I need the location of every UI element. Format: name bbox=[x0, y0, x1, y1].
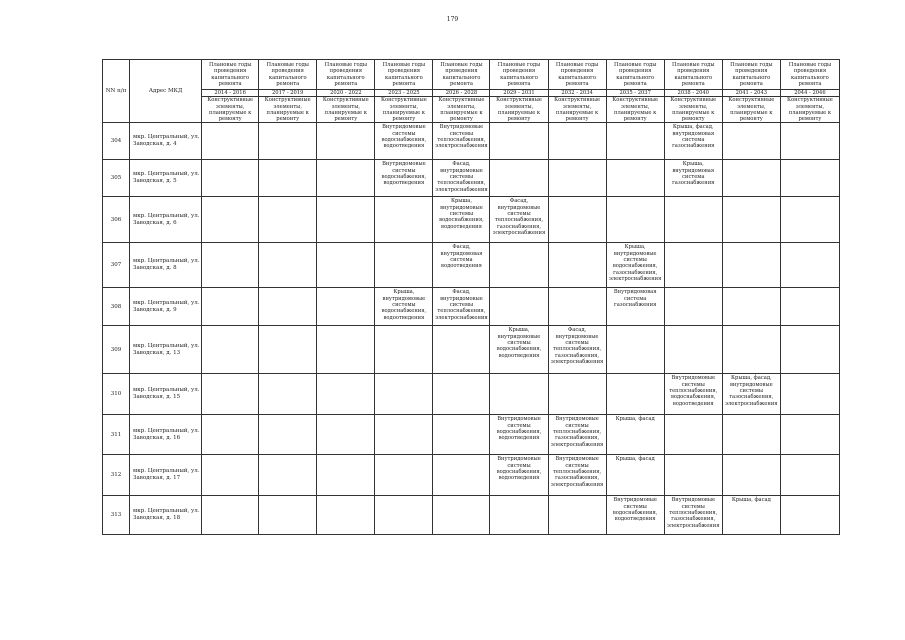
repair-elements-cell bbox=[317, 374, 375, 415]
period-years-header: 2023 - 2025 bbox=[375, 90, 433, 97]
period-years-header: 2020 - 2022 bbox=[317, 90, 375, 97]
repair-elements-cell bbox=[259, 455, 317, 496]
row-number: 309 bbox=[103, 326, 130, 374]
elements-caption-header: Конструктивные элементы, планируемые к ремонту bbox=[548, 97, 606, 123]
building-address: мкр. Центральный, ул. Заводская, д. 13 bbox=[130, 326, 202, 374]
repair-elements-cell: Крыша, фасад bbox=[606, 455, 664, 496]
table-row bbox=[103, 455, 840, 496]
repair-elements-cell bbox=[317, 455, 375, 496]
repair-elements-cell bbox=[548, 496, 606, 535]
repair-elements-cell bbox=[780, 160, 839, 197]
repair-elements-cell bbox=[490, 288, 548, 326]
repair-elements-cell bbox=[317, 288, 375, 326]
repair-elements-cell bbox=[433, 455, 490, 496]
repair-elements-cell bbox=[202, 197, 259, 243]
period-years-header: 2038 - 2040 bbox=[664, 90, 722, 97]
building-address: мкр. Центральный, ул. Заводская, д. 4 bbox=[130, 123, 202, 160]
period-caption-header: Плановые годы проведения капитального ремонта bbox=[490, 60, 548, 90]
repair-elements-cell bbox=[780, 288, 839, 326]
repair-elements-cell bbox=[490, 160, 548, 197]
table-row bbox=[103, 197, 840, 243]
repair-elements-cell bbox=[202, 496, 259, 535]
repair-elements-cell bbox=[606, 123, 664, 160]
repair-elements-cell: Крыша, фасад, внутридомовая система газоснабжения bbox=[664, 123, 722, 160]
repair-elements-cell bbox=[259, 496, 317, 535]
row-number: 311 bbox=[103, 415, 130, 455]
repair-elements-cell bbox=[433, 374, 490, 415]
repair-elements-cell bbox=[780, 197, 839, 243]
num-column-header: NN п/п bbox=[103, 60, 130, 123]
repair-elements-cell bbox=[780, 123, 839, 160]
building-address: мкр. Центральный, ул. Заводская, д. 18 bbox=[130, 496, 202, 535]
elements-caption-header: Конструктивные элементы, планируемые к ремонту bbox=[259, 97, 317, 123]
repair-elements-cell bbox=[375, 496, 433, 535]
repair-elements-cell bbox=[433, 326, 490, 374]
repair-elements-cell: Внутридомовые системы водоснабжения, водоотведения bbox=[606, 496, 664, 535]
period-caption-header: Плановые годы проведения капитального ремонта bbox=[548, 60, 606, 90]
table-row bbox=[103, 415, 840, 455]
repair-elements-cell bbox=[490, 496, 548, 535]
period-years-header: 2035 - 2037 bbox=[606, 90, 664, 97]
repair-elements-cell: Крыша, фасад bbox=[606, 415, 664, 455]
repair-elements-cell bbox=[259, 415, 317, 455]
repair-elements-cell bbox=[202, 288, 259, 326]
row-number: 310 bbox=[103, 374, 130, 415]
repair-elements-cell bbox=[433, 496, 490, 535]
repair-elements-cell bbox=[490, 243, 548, 288]
repair-elements-cell bbox=[606, 326, 664, 374]
period-years-header: 2032 - 2034 bbox=[548, 90, 606, 97]
repair-elements-cell: Крыша, внутридомовые системы водоснабжения, газоснабжения, электроснабжения bbox=[606, 243, 664, 288]
period-years-header: 2029 - 2031 bbox=[490, 90, 548, 97]
repair-elements-cell bbox=[202, 374, 259, 415]
building-address: мкр. Центральный, ул. Заводская, д. 8 bbox=[130, 243, 202, 288]
elements-caption-header: Конструктивные элементы, планируемые к ремонту bbox=[606, 97, 664, 123]
repair-elements-cell bbox=[664, 197, 722, 243]
row-number: 307 bbox=[103, 243, 130, 288]
row-number: 304 bbox=[103, 123, 130, 160]
repair-elements-cell bbox=[259, 197, 317, 243]
repair-elements-cell bbox=[664, 326, 722, 374]
repair-elements-cell bbox=[375, 326, 433, 374]
period-caption-header: Плановые годы проведения капитального ремонта bbox=[780, 60, 839, 90]
repair-elements-cell bbox=[780, 415, 839, 455]
period-years-header: 2014 - 2016 bbox=[202, 90, 259, 97]
repair-elements-cell: Внутридомовые системы теплоснабжения, водоснабжения, водоотведения bbox=[664, 374, 722, 415]
repair-elements-cell bbox=[664, 288, 722, 326]
repair-elements-cell bbox=[317, 197, 375, 243]
elements-caption-header: Конструктивные элементы, планируемые к ремонту bbox=[202, 97, 259, 123]
repair-elements-cell bbox=[780, 374, 839, 415]
table-row bbox=[103, 288, 840, 326]
repair-elements-cell bbox=[202, 123, 259, 160]
row-number: 312 bbox=[103, 455, 130, 496]
repair-elements-cell bbox=[664, 243, 722, 288]
repair-elements-cell: Фасад, внутридомовые системы теплоснабжения, газоснабжения, электроснабжения bbox=[548, 326, 606, 374]
table-row bbox=[103, 123, 840, 160]
repair-elements-cell bbox=[548, 197, 606, 243]
building-address: мкр. Центральный, ул. Заводская, д. 17 bbox=[130, 455, 202, 496]
elements-caption-header: Конструктивные элементы, планируемые к ремонту bbox=[722, 97, 780, 123]
period-caption-header: Плановые годы проведения капитального ремонта bbox=[202, 60, 259, 90]
repair-elements-cell: Внутридомовая система газоснабжения bbox=[606, 288, 664, 326]
repair-elements-cell: Фасад, внутридомовые системы теплоснабжения, электроснабжения bbox=[433, 288, 490, 326]
repair-elements-cell: Внутридомовые системы водоснабжения, водоотведения bbox=[375, 123, 433, 160]
repair-elements-cell bbox=[606, 197, 664, 243]
period-caption-header: Плановые годы проведения капитального ремонта bbox=[375, 60, 433, 90]
elements-caption-header: Конструктивные элементы, планируемые к ремонту bbox=[317, 97, 375, 123]
repair-elements-cell: Крыша, фасад bbox=[722, 496, 780, 535]
repair-elements-cell bbox=[317, 415, 375, 455]
elements-caption-header: Конструктивные элементы, планируемые к ремонту bbox=[780, 97, 839, 123]
repair-elements-cell bbox=[375, 197, 433, 243]
repair-elements-cell bbox=[202, 160, 259, 197]
period-caption-header: Плановые годы проведения капитального ремонта bbox=[664, 60, 722, 90]
repair-elements-cell bbox=[548, 288, 606, 326]
row-number: 306 bbox=[103, 197, 130, 243]
repair-elements-cell: Фасад, внутридомовая система водоотведения bbox=[433, 243, 490, 288]
repair-elements-cell bbox=[259, 326, 317, 374]
repair-elements-cell bbox=[259, 160, 317, 197]
repair-elements-cell bbox=[317, 243, 375, 288]
capital-repair-table bbox=[102, 59, 840, 535]
table-row bbox=[103, 374, 840, 415]
repair-elements-cell bbox=[317, 160, 375, 197]
table-row bbox=[103, 160, 840, 197]
repair-elements-cell: Внутридомовые системы водоснабжения, водоотведения bbox=[490, 415, 548, 455]
row-number: 313 bbox=[103, 496, 130, 535]
table-row bbox=[103, 496, 840, 535]
building-address: мкр. Центральный, ул. Заводская, д. 6 bbox=[130, 197, 202, 243]
repair-elements-cell: Фасад, внутридомовые системы теплоснабжения, электроснабжения bbox=[433, 160, 490, 197]
repair-elements-cell: Крыша, фасад, внутридомовые системы газоснабжения, электроснабжения bbox=[722, 374, 780, 415]
table-row bbox=[103, 326, 840, 374]
building-address: мкр. Центральный, ул. Заводская, д. 16 bbox=[130, 415, 202, 455]
repair-elements-cell bbox=[202, 326, 259, 374]
repair-elements-cell: Внутридомовые системы теплоснабжения, электроснабжения bbox=[433, 123, 490, 160]
repair-elements-cell bbox=[259, 288, 317, 326]
repair-elements-cell: Внутридомовые системы теплоснабжения, газоснабжения, электроснабжения bbox=[548, 415, 606, 455]
repair-elements-cell: Крыша, внутридомовые системы водоснабжения, водоотведения bbox=[490, 326, 548, 374]
period-years-header: 2026 - 2028 bbox=[433, 90, 490, 97]
repair-elements-cell: Внутридомовые системы теплоснабжения, газоснабжения, электроснабжения bbox=[664, 496, 722, 535]
repair-elements-cell bbox=[722, 455, 780, 496]
elements-caption-header: Конструктивные элементы, планируемые к ремонту bbox=[375, 97, 433, 123]
repair-elements-cell bbox=[606, 374, 664, 415]
repair-elements-cell bbox=[722, 197, 780, 243]
repair-elements-cell bbox=[202, 243, 259, 288]
repair-elements-cell bbox=[317, 496, 375, 535]
repair-elements-cell: Крыша, внутридомовые системы водоснабжения, водоотведения bbox=[375, 288, 433, 326]
repair-elements-cell bbox=[375, 374, 433, 415]
repair-elements-cell bbox=[317, 123, 375, 160]
period-years-header: 2044 - 2046 bbox=[780, 90, 839, 97]
repair-elements-cell: Крыша, внутридомовая система газоснабжения bbox=[664, 160, 722, 197]
repair-elements-cell bbox=[548, 243, 606, 288]
table-row bbox=[103, 243, 840, 288]
repair-elements-cell bbox=[490, 374, 548, 415]
repair-elements-cell bbox=[259, 374, 317, 415]
repair-elements-cell: Внутридомовые системы водоснабжения, водоотведения bbox=[375, 160, 433, 197]
repair-elements-cell bbox=[548, 374, 606, 415]
repair-elements-cell bbox=[259, 243, 317, 288]
repair-elements-cell bbox=[375, 455, 433, 496]
repair-elements-cell bbox=[780, 455, 839, 496]
elements-caption-header: Конструктивные элементы, планируемые к ремонту bbox=[433, 97, 490, 123]
repair-elements-cell bbox=[664, 415, 722, 455]
period-caption-header: Плановые годы проведения капитального ремонта bbox=[259, 60, 317, 90]
building-address: мкр. Центральный, ул. Заводская, д. 15 bbox=[130, 374, 202, 415]
period-caption-header: Плановые годы проведения капитального ремонта bbox=[317, 60, 375, 90]
building-address: мкр. Центральный, ул. Заводская, д. 5 bbox=[130, 160, 202, 197]
row-number: 305 bbox=[103, 160, 130, 197]
repair-elements-cell bbox=[548, 123, 606, 160]
period-years-header: 2041 - 2043 bbox=[722, 90, 780, 97]
elements-caption-header: Конструктивные элементы, планируемые к ремонту bbox=[664, 97, 722, 123]
row-number: 308 bbox=[103, 288, 130, 326]
repair-elements-cell bbox=[375, 415, 433, 455]
page-number: 179 bbox=[446, 16, 459, 23]
repair-elements-cell bbox=[780, 243, 839, 288]
period-years-header: 2017 - 2019 bbox=[259, 90, 317, 97]
repair-elements-cell bbox=[317, 326, 375, 374]
repair-elements-cell bbox=[664, 455, 722, 496]
repair-elements-cell: Крыша, внутридомовые системы водоснабжения, водоотведения bbox=[433, 197, 490, 243]
repair-elements-cell: Внутридомовые системы теплоснабжения, газоснабжения, электроснабжения bbox=[548, 455, 606, 496]
address-column-header: Адрес МКД bbox=[130, 60, 202, 123]
repair-elements-cell bbox=[433, 415, 490, 455]
repair-elements-cell bbox=[722, 160, 780, 197]
repair-elements-cell bbox=[259, 123, 317, 160]
repair-elements-cell bbox=[780, 496, 839, 535]
repair-elements-cell bbox=[202, 455, 259, 496]
repair-elements-cell bbox=[722, 243, 780, 288]
repair-elements-cell bbox=[722, 326, 780, 374]
repair-elements-cell bbox=[722, 415, 780, 455]
repair-elements-cell bbox=[606, 160, 664, 197]
repair-elements-cell bbox=[722, 123, 780, 160]
repair-elements-cell bbox=[202, 415, 259, 455]
repair-elements-cell: Фасад, внутридомовые системы теплоснабжения, газоснабжения, электроснабжения bbox=[490, 197, 548, 243]
period-caption-header: Плановые годы проведения капитального ремонта bbox=[606, 60, 664, 90]
repair-elements-cell bbox=[375, 243, 433, 288]
repair-elements-cell bbox=[548, 160, 606, 197]
repair-elements-cell: Внутридомовые системы водоснабжения, водоотведения bbox=[490, 455, 548, 496]
building-address: мкр. Центральный, ул. Заводская, д. 9 bbox=[130, 288, 202, 326]
repair-elements-cell bbox=[780, 326, 839, 374]
elements-caption-header: Конструктивные элементы, планируемые к ремонту bbox=[490, 97, 548, 123]
period-caption-header: Плановые годы проведения капитального ремонта bbox=[722, 60, 780, 90]
period-caption-header: Плановые годы проведения капитального ремонта bbox=[433, 60, 490, 90]
repair-elements-cell bbox=[722, 288, 780, 326]
repair-elements-cell bbox=[490, 123, 548, 160]
